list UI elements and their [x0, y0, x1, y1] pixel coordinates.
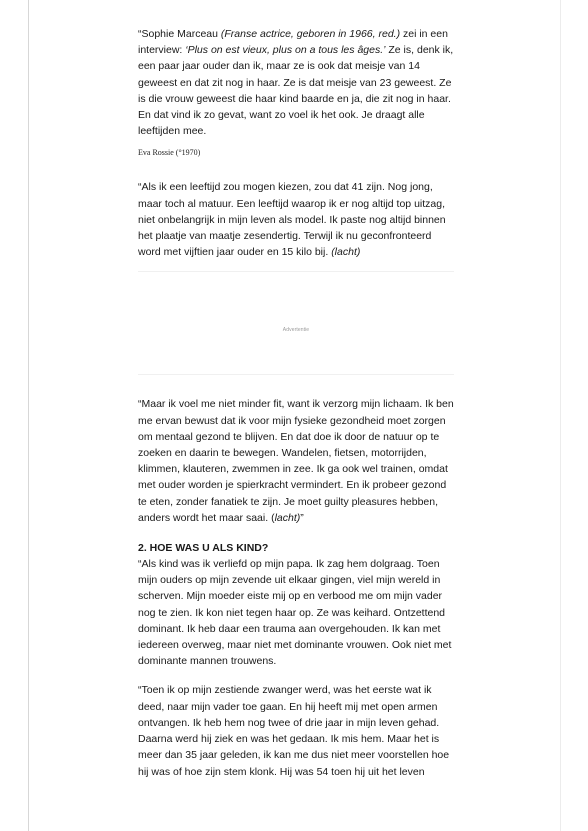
quote-paragraph-3: “Maar ik voel me niet minder fit, want ik verzorg mijn lichaam. Ik ben me ervan bewust dat ik voor mijn fysieke gezondheid moet zorgen om mentaal gezond te blijven. En dat doe ik door de natuur op te zoeken en daarin te bewegen. Wandelen, fietsen, motorrijden, klimmen, klauteren, zwemmen in zee. Ik ga ook wel trainen, omdat met ouder worden je spierkracht vermindert. En ik probeer gezond te eten, zonder fanatiek te zijn. Je moet guilty pleasures hebben, anders wordt het maar saai. (lacht)” — [138, 398, 454, 524]
byline: Eva Rossie (°1970) — [138, 148, 201, 158]
article-column — [138, 26, 454, 780]
advertisement-label: Advertentie — [282, 327, 310, 334]
quote-paragraph-2: “Als ik een leeftijd zou mogen kiezen, zou dat 41 zijn. Nog jong, maar toch al matuur. Een leeftijd waarop ik er nog altijd top uitzag, niet onbelangrijk in mijn leven als model. Ik paste nog altijd binnen het plaatje van maatje zesendertig. Terwijl ik nu geconfronteerd word met vijftien jaar ouder en 15 kilo bij. (lacht) — [138, 181, 446, 259]
quote-paragraph-1: “Sophie Marceau (Franse actrice, geboren in 1966, red.) zei in een interview: ‘Plus on est vieux, plus on a tous les âges.’ Ze is, denk ik, een paar jaar ouder dan ik, maar ze is ook dat meisje van 14 geweest en dat zit nog in haar. Ze is dat meisje van 23 geweest. Ze is die vrouw geweest die haar kind baarde en ja, die zit nog in haar. En dat vind ik zo gevat, want zo voel ik het ook. Je draagt alle leeftijden mee. — [138, 28, 454, 138]
advertisement-slot[interactable] — [138, 272, 454, 374]
section-heading: 2. HOE WAS U ALS KIND? — [138, 542, 269, 555]
quote-paragraph-5: “Toen ik op mijn zestiende zwanger werd, was het eerste wat ik deed, naar mijn vader toe gaan. En hij heeft mij met open armen ontvangen. Ik heb hem nog twee of drie jaar in mijn leven gehad. Daarna werd hij ziek en was het gedaan. Ik mis hem. Maar het is meer dan 35 jaar geleden, ik kan me dus niet meer voorstellen hoe hij was of hoe zijn stem klonk. Hij was 54 toen hij uit het leven — [138, 684, 450, 778]
page-border-left — [28, 0, 29, 831]
page-border-right — [560, 0, 561, 831]
quote-paragraph-4: “Als kind was ik verliefd op mijn papa. Ik zag hem dolgraag. Toen mijn ouders op mijn zevende uit elkaar gingen, viel mijn wereld in scherven. Mijn moeder eiste mij op en verbood me om mijn vader nog te zien. Ik kon niet tegen haar op. Ze was keihard. Ontzettend dominant. Ik heb daar een trauma aan overgehouden. Ik kan met iedereen overweg, maar niet met dominante vrouwen. Ook niet met dominante mannen trouwens. — [138, 558, 452, 668]
